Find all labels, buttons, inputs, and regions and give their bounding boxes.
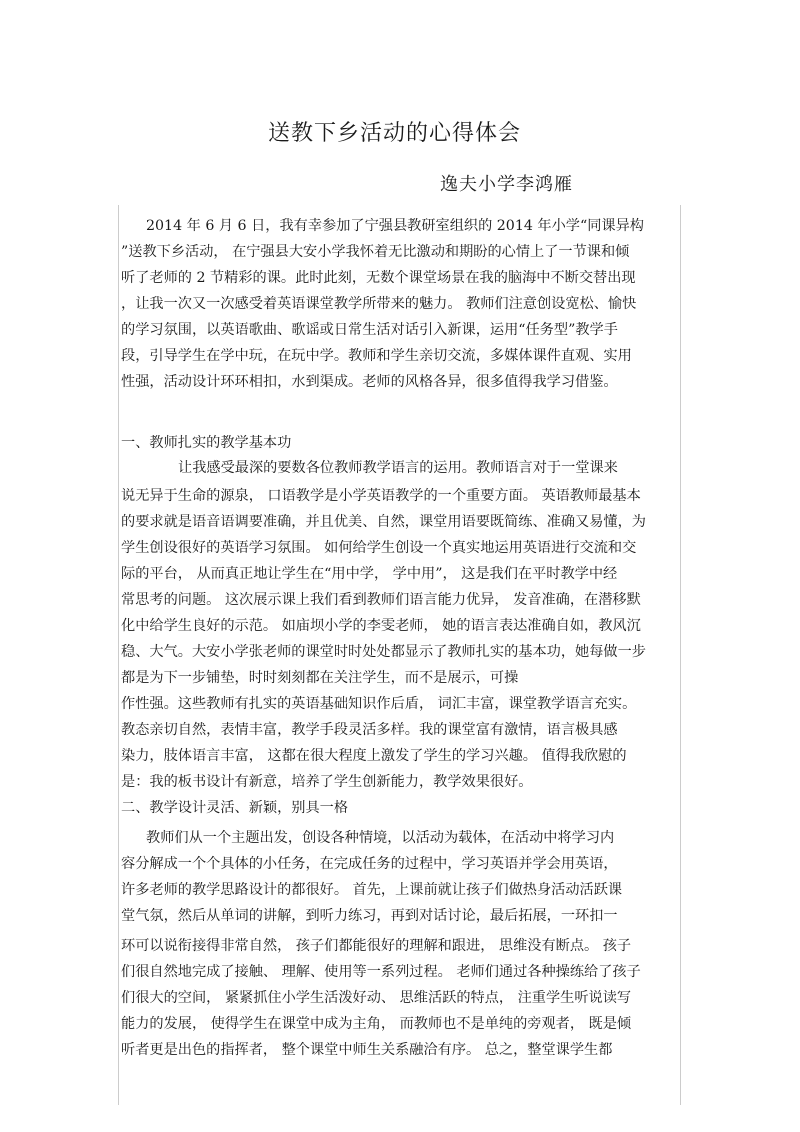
body-line: 教态亲切自然，表情丰富，教学手段灵活多样。我的课堂富有激情，语言极具感 xyxy=(121,722,618,738)
body-line: 容分解成一个个具体的小任务，在完成任务的过程中，学习英语并学会用英语， xyxy=(121,856,618,872)
body-line: 的要求就是语音语调要准确，并且优美、自然，课堂用语要既简练、准确又易懂，为 xyxy=(121,514,646,530)
body-line: 堂气氛，然后从单词的讲解，到听力练习，再到对话讨论，最后拓展，一环扣一 xyxy=(121,908,618,924)
body-line: 2014 年 6 月 6 日，我有幸参加了宁强县教研室组织的 2014 年小学“同课异构 xyxy=(146,218,644,234)
body-line: 们很自然地完成了接触、 理解、使用等一系列过程。 老师们通过各种操练给了孩子 xyxy=(121,964,641,980)
body-line: 的学习氛围，以英语歌曲、歌谣或日常生活对话引入新课，运用“任务型”教学手 xyxy=(121,322,618,338)
body-line: 让我感受最深的要数各位教师教学语言的运用。教师语言对于一堂课来 xyxy=(178,460,618,476)
body-line: ”送教下乡活动， 在宁强县大安小学我怀着无比激动和期盼的心情上了一节课和倾 xyxy=(121,244,630,260)
body-line: 段，引导学生在学中玩，在玩中学。教师和学生亲切交流，多媒体课件直观、实用 xyxy=(121,348,632,364)
body-line: 听了老师的 2 节精彩的课。此时此刻，无数个课堂场景在我的脑海中不断交替出现 xyxy=(121,270,636,286)
left-margin-line xyxy=(118,205,119,1105)
body-line: 教师们从一个主题出发，创设各种情境，以活动为载体，在活动中将学习内 xyxy=(146,830,615,846)
body-line: 常思考的问题。 这次展示课上我们看到教师们语言能力优异， 发音准确，在潜移默 xyxy=(121,592,641,608)
section-heading: 二、教学设计灵活、新颖，别具一格 xyxy=(121,800,349,816)
author-line: 逸夫小学李鸿雁 xyxy=(440,174,573,195)
body-line: 环可以说衔接得非常自然， 孩子们都能很好的理解和跟进， 思维没有断点。 孩子 xyxy=(121,938,632,954)
body-line: 们很大的空间， 紧紧抓住小学生活泼好动、 思维活跃的特点， 注重学生听说读写 xyxy=(121,990,632,1006)
body-line: 稳、大气。大安小学张老师的课堂时时处处都显示了教师扎实的基本功，她每做一步 xyxy=(121,644,646,660)
body-line: 都是为下一步铺垫，时时刻刻都在关注学生，而不是展示，可操 xyxy=(121,670,519,686)
body-line: 是：我的板书设计有新意，培养了学生创新能力，教学效果很好。 xyxy=(121,774,533,790)
body-line: 际的平台， 从而真正地让学生在“用中学， 学中用”， 这是我们在平时教学中经 xyxy=(121,566,618,582)
body-line: 说无异于生命的源泉， 口语教学是小学英语教学的一个重要方面。 英语教师最基本 xyxy=(121,488,641,504)
body-line: 听者更是出色的指挥者， 整个课堂中师生关系融洽有序。 总之，整堂课学生都 xyxy=(121,1042,613,1058)
body-line: 能力的发展， 使得学生在课堂中成为主角， 而教师也不是单纯的旁观者， 既是倾 xyxy=(121,1016,632,1032)
body-line: 化中给学生良好的示范。 如庙坝小学的李雯老师， 她的语言表达准确自如，教风沉 xyxy=(121,618,641,634)
body-line: ，让我一次又一次感受着英语课堂教学所带来的魅力。 教师们注意创设宽松、愉快 xyxy=(121,296,637,312)
body-line: 学生创设很好的英语学习氛围。 如何给学生创设一个真实地运用英语进行交流和交 xyxy=(121,540,637,556)
page-title: 送教下乡活动的心得体会 xyxy=(268,121,522,146)
section-heading: 一、教师扎实的教学基本功 xyxy=(121,435,292,451)
right-margin-line xyxy=(680,205,681,1105)
body-line: 性强，活动设计环环相扣，水到渠成。老师的风格各异，很多值得我学习借鉴。 xyxy=(121,374,618,390)
body-line: 染力，肢体语言丰富， 这都在很大程度上激发了学生的学习兴趣。 值得我欣慰的 xyxy=(121,748,627,764)
body-line: 许多老师的教学思路设计的都很好。 首先，上课前就让孩子们做热身活动活跃课 xyxy=(121,882,623,898)
body-line: 作性强。这些教师有扎实的英语基础知识作后盾， 词汇丰富，课堂教学语言充实。 xyxy=(121,696,637,712)
